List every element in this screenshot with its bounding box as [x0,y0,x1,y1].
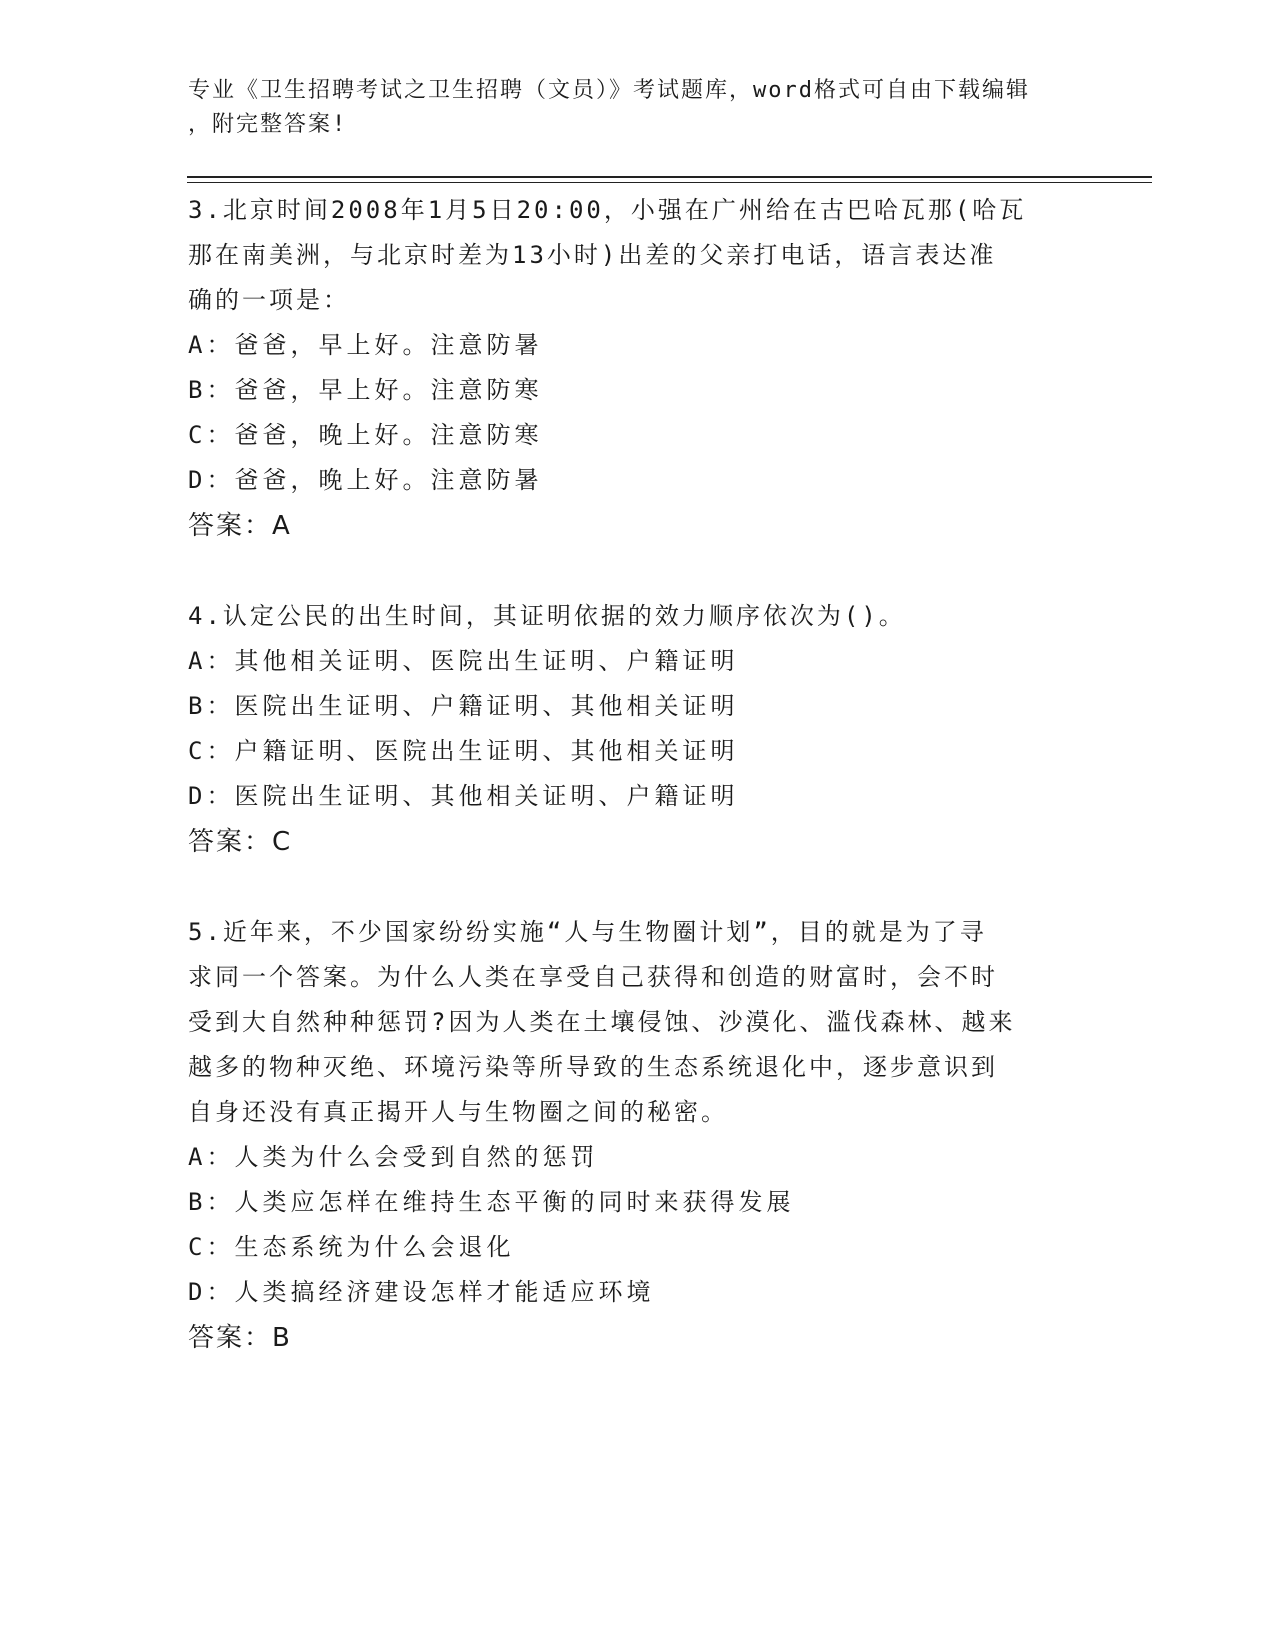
question-stem-line: 受到大自然种种惩罚?因为人类在土壤侵蚀、沙漠化、滥伐森林、越来 [188,1008,1016,1036]
option-d: D：医院出生证明、其他相关证明、户籍证明 [188,782,739,810]
option-a: A：其他相关证明、医院出生证明、户籍证明 [188,647,739,675]
header-divider-thick [187,176,1152,178]
question-stem-line: 越多的物种灭绝、环境污染等所导致的生态系统退化中，逐步意识到 [188,1053,998,1081]
question-4 [188,594,1088,865]
option-b: B：人类应怎样在维持生态平衡的同时来获得发展 [188,1188,795,1216]
answer-line: 答案：C [188,827,293,857]
answer-line: 答案：B [188,1323,292,1353]
question-3 [188,188,1088,549]
header-line-1: 专业《卫生招聘考试之卫生招聘（文员）》考试题库，word格式可自由下载编辑 [188,78,1030,103]
option-a: A：人类为什么会受到自然的惩罚 [188,1143,599,1171]
question-stem-line: 那在南美洲，与北京时差为13小时)出差的父亲打电话，语言表达准 [188,241,997,269]
header-line-2: ，附完整答案! [188,112,348,137]
question-stem-line: 5.近年来，不少国家纷纷实施“人与生物圈计划”，目的就是为了寻 [188,918,987,946]
option-b: B：爸爸，早上好。注意防寒 [188,376,543,404]
option-d: D：人类搞经济建设怎样才能适应环境 [188,1278,655,1306]
question-spacer [188,549,1088,594]
option-a: A：爸爸，早上好。注意防暑 [188,331,543,359]
option-c: C：户籍证明、医院出生证明、其他相关证明 [188,737,739,765]
option-b: B：医院出生证明、户籍证明、其他相关证明 [188,692,739,720]
header-divider-thin [187,182,1152,183]
option-d: D：爸爸，晚上好。注意防暑 [188,466,543,494]
question-list [188,188,1088,1361]
document-header [188,74,1068,142]
question-stem-line: 求同一个答案。为什么人类在享受自己获得和创造的财富时，会不时 [188,963,998,991]
question-stem-line: 3.北京时间2008年1月5日20:00，小强在广州给在古巴哈瓦那(哈瓦 [188,196,1027,224]
option-c: C：生态系统为什么会退化 [188,1233,515,1261]
question-5 [188,910,1088,1361]
question-spacer [188,865,1088,910]
question-stem-line: 确的一项是： [188,286,350,314]
answer-line: 答案：A [188,511,292,541]
option-c: C：爸爸，晚上好。注意防寒 [188,421,543,449]
question-stem-line: 自身还没有真正揭开人与生物圈之间的秘密。 [188,1098,728,1126]
question-stem-line: 4.认定公民的出生时间，其证明依据的效力顺序依次为()。 [188,602,906,630]
